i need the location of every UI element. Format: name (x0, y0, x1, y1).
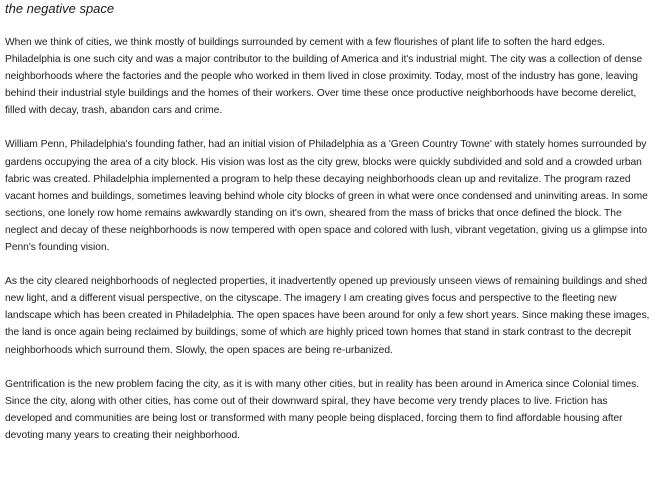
paragraph-1: When we think of cities, we think mostly of buildings surrounded by cement with a few flourishes of plant life to soften the hard edges. Philadelphia is one such city and was a major contributor to the building of America and it's industrial might. The city was a collection of dense neighborhoods where the factories and the people who worked in them lived in close proximity. Today, most of the industry has gone, leaving behind their industrial style buildings and the homes of their workers. Over time these once productive neighborhoods have become derelict, filled with decay, trash, abandon cars and crime. (5, 37, 643, 117)
paragraph-3: As the city cleared neighborhoods of neglected properties, it inadvertently opened up previously unseen views of remaining buildings and shed new light, and a different visual perspective, on the cityscape. The imagery I am creating gives focus and perspective to the fleeting new landscape which has been created in Philadelphia. The open spaces have been around for only a few short years. Since making these images, the land is once again being reclaimed by buildings, some of which are highly priced town homes that stand in stark contrast to the decrepit neighborhoods which surround them. Slowly, the open spaces are being re-urbanized. (5, 276, 650, 356)
paragraph-4: Gentrification is the new problem facing the city, as it is with many other cities, but in reality has been around in America since Colonial times. Since the city, along with other cities, has come out of their downward spiral, they have become very trendy places to live. Friction has developed and communities are being lost or transformed with many people being displaced, forcing them to find affordable housing after devoting many years to creating their neighborhood. (5, 378, 640, 441)
paragraph-2: William Penn, Philadelphia's founding father, had an initial vision of Philadelphia as a 'Green Country Towne' with stately homes surrounded by gardens occupying the area of a city block. His vision was lost as the city grew, blocks were quickly subdivided and sold and a crowded urban fabric was created. Philadelphia implemented a program to help these decaying neighborhoods clean up and revitalize. The program razed vacant homes and buildings, sometimes leaving behind whole city blocks of green in what were once condensed and uninviting areas. In some sections, one lonely row home remains awkwardly standing on it's own, sheared from the mass of bricks that once defined the block. The neglect and decay of these neighborhoods is now tempered with open space and colored with lush, vibrant vegetation, giving us a glimpse into Penn's founding vision. (5, 139, 648, 254)
page-title: the negative space (5, 1, 115, 16)
